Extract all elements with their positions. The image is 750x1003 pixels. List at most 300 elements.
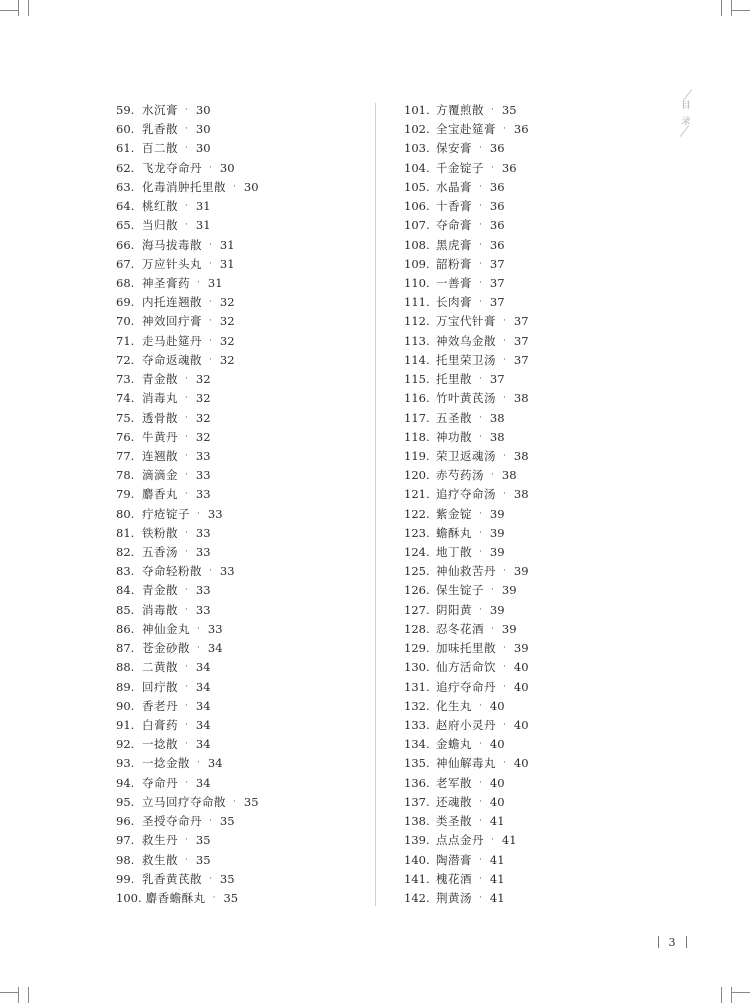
toc-entry — [116, 332, 366, 351]
toc-entry-page: 34 — [195, 718, 211, 732]
toc-entry-page: 39 — [501, 621, 517, 636]
toc-entry-page: 34 — [207, 641, 223, 656]
toc-entry-page: 37 — [489, 372, 505, 387]
toc-entry-title: 回疔散 — [142, 679, 178, 694]
toc-entry-page: 40 — [513, 756, 529, 771]
toc-entry-page: 31 — [219, 256, 235, 271]
toc-entry — [116, 812, 366, 831]
toc-entry-leader-dot: · — [197, 623, 200, 634]
crop-mark-top-right-h — [732, 10, 750, 11]
toc-entry-page: 38 — [513, 487, 529, 502]
toc-entry-page: 38 — [513, 448, 529, 463]
toc-entry-title: 香老丹 — [142, 698, 178, 713]
toc-entry — [404, 697, 654, 716]
toc-entry-number: 127. — [404, 602, 430, 617]
toc-entry — [404, 524, 654, 543]
toc-entry — [116, 581, 366, 600]
toc-entry — [116, 236, 366, 255]
toc-entry-number: 136. — [404, 775, 430, 790]
toc-entry-leader-dot: · — [479, 739, 482, 750]
toc-entry — [404, 120, 654, 139]
toc-entry-leader-dot: · — [209, 354, 212, 365]
toc-entry-leader-dot: · — [479, 854, 482, 865]
toc-entry — [116, 889, 366, 908]
toc-entry-title: 麝香蟾酥丸 — [145, 890, 206, 905]
toc-entry — [116, 505, 366, 524]
toc-entry-page: 36 — [489, 199, 505, 214]
toc-entry-page: 36 — [489, 141, 505, 156]
toc-entry — [404, 178, 654, 197]
toc-entry-title: 老军散 — [436, 775, 472, 790]
toc-entry-title: 一捻金散 — [142, 756, 190, 771]
toc-entry-page: 37 — [489, 275, 505, 290]
toc-entry-number: 100. — [116, 890, 142, 905]
toc-entry — [116, 255, 366, 274]
toc-entry-page: 41 — [489, 890, 505, 905]
toc-entry — [116, 389, 366, 408]
toc-entry-leader-dot: · — [479, 374, 482, 385]
toc-entry — [116, 793, 366, 812]
toc-entry-number: 132. — [404, 698, 430, 713]
toc-entry-leader-dot: · — [479, 181, 482, 192]
toc-entry-title: 桃红散 — [142, 199, 178, 214]
toc-entry-title: 追疔夺命丹 — [436, 679, 496, 694]
toc-entry-page: 30 — [219, 160, 235, 175]
toc-entry — [404, 197, 654, 216]
toc-entry-leader-dot: · — [503, 643, 506, 654]
toc-entry-leader-dot: · — [479, 873, 482, 884]
toc-entry-leader-dot: · — [479, 527, 482, 538]
toc-entry — [404, 236, 654, 255]
toc-entry-leader-dot: · — [479, 892, 482, 903]
toc-entry — [404, 774, 654, 793]
toc-entry-leader-dot: · — [503, 450, 506, 461]
toc-entry-title: 连翘散 — [142, 448, 178, 463]
toc-entry — [116, 370, 366, 389]
toc-entry-number: 112. — [404, 314, 430, 329]
toc-entry-title: 蟾酥丸 — [436, 525, 472, 540]
toc-entry — [116, 774, 366, 793]
toc-entry-leader-dot: · — [233, 796, 236, 807]
toc-entry — [404, 889, 654, 908]
toc-entry — [116, 716, 366, 735]
toc-entry — [404, 505, 654, 524]
toc-entry-page: 36 — [513, 122, 529, 137]
toc-entry-title: 疔疮锭子 — [142, 506, 190, 521]
toc-entry-leader-dot: · — [185, 835, 188, 846]
toc-entry-leader-dot: · — [185, 662, 188, 673]
toc-entry-leader-dot: · — [185, 220, 188, 231]
toc-entry-page: 41 — [501, 833, 517, 848]
toc-entry-page: 35 — [501, 103, 517, 117]
toc-entry-page: 36 — [501, 160, 517, 175]
toc-entry-number: 72. — [116, 352, 135, 367]
toc-entry-page: 39 — [489, 602, 505, 617]
toc-entry — [404, 562, 654, 581]
toc-entry — [404, 639, 654, 658]
toc-entry-number: 59. — [116, 103, 135, 117]
toc-entry-leader-dot: · — [185, 124, 188, 135]
toc-entry — [404, 793, 654, 812]
toc-entry-number: 68. — [116, 275, 135, 290]
toc-entry — [404, 716, 654, 735]
toc-entry-number: 61. — [116, 141, 135, 156]
toc-entry-leader-dot: · — [185, 450, 188, 461]
crop-mark-bottom-left-v — [18, 987, 19, 1003]
toc-entry-page: 35 — [195, 833, 211, 848]
toc-entry-leader-dot: · — [197, 643, 200, 654]
toc-entry-page: 34 — [195, 737, 211, 752]
toc-entry-title: 走马赴筵丹 — [142, 333, 202, 348]
toc-entry-page: 33 — [195, 487, 211, 502]
toc-entry — [116, 409, 366, 428]
toc-entry-number: 113. — [404, 333, 430, 348]
toc-entry-leader-dot: · — [185, 739, 188, 750]
toc-entry-number: 89. — [116, 679, 135, 694]
crop-mark-top-right-v — [731, 0, 732, 16]
crop-mark-top-left-v — [18, 0, 19, 16]
toc-entry-title: 一善膏 — [436, 275, 472, 290]
toc-entry-title: 二黄散 — [142, 660, 178, 675]
page-number-bar-right — [686, 936, 687, 948]
toc-entry-leader-dot: · — [209, 816, 212, 827]
toc-entry — [116, 159, 366, 178]
toc-entry-number: 110. — [404, 275, 430, 290]
toc-entry-number: 106. — [404, 199, 430, 214]
toc-entry — [404, 812, 654, 831]
toc-entry-title: 水晶膏 — [436, 179, 472, 194]
toc-entry-page: 32 — [195, 391, 211, 406]
side-label — [680, 98, 692, 130]
toc-entry-page: 34 — [207, 756, 223, 771]
toc-entry-number: 83. — [116, 564, 135, 579]
toc-entry-leader-dot: · — [185, 527, 188, 538]
crop-mark-bottom-right-v — [731, 987, 732, 1003]
toc-entry — [404, 389, 654, 408]
toc-entry-leader-dot: · — [479, 143, 482, 154]
crop-mark-bottom-right-h — [732, 992, 750, 993]
toc-entry-leader-dot: · — [503, 335, 506, 346]
toc-entry-number: 63. — [116, 179, 135, 194]
toc-entry-title: 赵府小灵丹 — [436, 718, 496, 732]
toc-entry-title: 化毒消肿托里散 — [142, 179, 226, 194]
toc-entry — [404, 620, 654, 639]
toc-entry-number: 125. — [404, 564, 430, 579]
toc-entry-title: 万应针头丸 — [142, 256, 202, 271]
toc-entry-number: 64. — [116, 199, 135, 214]
toc-entry-number: 98. — [116, 852, 135, 867]
toc-entry-page: 41 — [489, 852, 505, 867]
toc-entry-leader-dot: · — [209, 162, 212, 173]
toc-entry — [116, 178, 366, 197]
toc-entry-title: 保生锭子 — [436, 583, 484, 598]
toc-entry-leader-dot: · — [212, 892, 216, 903]
toc-entry-number: 137. — [404, 794, 430, 809]
toc-entry-title: 还魂散 — [436, 794, 472, 809]
toc-entry-title: 黑虎膏 — [436, 237, 472, 252]
toc-entry-page: 32 — [219, 352, 235, 367]
toc-entry-number: 75. — [116, 410, 135, 425]
toc-entry-leader-dot: · — [185, 604, 188, 615]
toc-entry-title: 神效乌金散 — [436, 333, 496, 348]
toc-entry-leader-dot: · — [479, 431, 482, 442]
toc-entry-title: 夺命返魂散 — [142, 352, 202, 367]
toc-entry — [116, 639, 366, 658]
toc-entry-number: 115. — [404, 372, 430, 387]
toc-entry-title: 当归散 — [142, 218, 178, 233]
toc-entry — [404, 754, 654, 773]
toc-entry — [404, 139, 654, 158]
toc-entry-page: 36 — [489, 237, 505, 252]
toc-entry-leader-dot: · — [479, 816, 482, 827]
toc-entry — [116, 543, 366, 562]
toc-entry-number: 60. — [116, 122, 135, 137]
toc-entry-page: 37 — [513, 333, 529, 348]
toc-entry-leader-dot: · — [479, 220, 482, 231]
toc-entry-leader-dot: · — [503, 681, 506, 692]
toc-entry-number: 74. — [116, 391, 135, 406]
toc-entry-title: 韶粉膏 — [436, 256, 472, 271]
toc-entry-page: 32 — [219, 333, 235, 348]
toc-entry-title: 夺命膏 — [436, 218, 472, 233]
toc-entry — [116, 620, 366, 639]
toc-entry-number: 92. — [116, 737, 135, 752]
toc-entry-title: 槐花酒 — [436, 871, 472, 886]
toc-entry-page: 31 — [219, 237, 235, 252]
toc-entry — [404, 851, 654, 870]
toc-entry-number: 91. — [116, 718, 135, 732]
toc-entry-leader-dot: · — [209, 316, 212, 327]
toc-entry-leader-dot: · — [185, 777, 188, 788]
side-label-char-1: 目 — [681, 101, 691, 111]
toc-entry-number: 70. — [116, 314, 135, 329]
toc-entry — [404, 658, 654, 677]
toc-entry — [404, 831, 654, 850]
toc-entry-title: 神功散 — [436, 429, 472, 444]
toc-entry-number: 117. — [404, 410, 430, 425]
toc-entry-page: 41 — [489, 871, 505, 886]
toc-entry-leader-dot: · — [491, 105, 494, 115]
toc-entry-leader-dot: · — [479, 604, 482, 615]
toc-entry-page: 33 — [195, 545, 211, 560]
toc-entry-number: 138. — [404, 814, 430, 829]
toc-entry-page: 39 — [513, 641, 529, 656]
toc-entry-page: 41 — [489, 814, 505, 829]
toc-entry-page: 40 — [489, 775, 505, 790]
toc-entry-page: 39 — [513, 564, 529, 579]
toc-entry — [116, 678, 366, 697]
toc-entry-number: 105. — [404, 179, 430, 194]
toc-entry-leader-dot: · — [479, 277, 482, 288]
toc-entry-leader-dot: · — [185, 374, 188, 385]
crop-mark-top-right-v2 — [721, 0, 722, 16]
toc-entry-number: 128. — [404, 621, 430, 636]
toc-entry-title: 千金锭子 — [436, 160, 484, 175]
toc-entry-title: 麝香丸 — [142, 487, 178, 502]
toc-entry-number: 99. — [116, 871, 135, 886]
toc-entry-title: 青金散 — [142, 372, 178, 387]
toc-entry-leader-dot: · — [185, 393, 188, 404]
toc-entry-number: 123. — [404, 525, 430, 540]
toc-entry-title: 乳香黄芪散 — [142, 871, 202, 886]
toc-entry — [116, 351, 366, 370]
toc-entry-leader-dot: · — [503, 662, 506, 673]
toc-entry-title: 地丁散 — [436, 545, 472, 560]
toc-entry-page: 32 — [195, 410, 211, 425]
toc-entry — [116, 658, 366, 677]
toc-entry-number: 124. — [404, 545, 430, 560]
toc-entry-number: 86. — [116, 621, 135, 636]
toc-entry-number: 118. — [404, 429, 430, 444]
toc-entry — [404, 101, 654, 120]
toc-entry-title: 紫金锭 — [436, 506, 472, 521]
toc-entry-title: 海马拔毒散 — [142, 237, 202, 252]
toc-entry-leader-dot: · — [197, 758, 200, 769]
toc-entry-leader-dot: · — [233, 181, 236, 192]
toc-entry — [404, 601, 654, 620]
toc-entry-leader-dot: · — [503, 124, 506, 135]
toc-entry — [116, 139, 366, 158]
toc-entry-leader-dot: · — [209, 258, 212, 269]
toc-entry-number: 94. — [116, 775, 135, 790]
toc-entry-number: 78. — [116, 468, 135, 483]
toc-entry-page: 40 — [489, 698, 505, 713]
toc-entry-title: 乳香散 — [142, 122, 178, 137]
toc-entry — [116, 447, 366, 466]
crop-mark-top-left-h — [0, 10, 18, 11]
toc-entry-leader-dot: · — [503, 393, 506, 404]
toc-entry-page: 32 — [219, 295, 235, 310]
toc-entry — [404, 312, 654, 331]
toc-entry — [404, 216, 654, 235]
toc-entry-number: 120. — [404, 468, 430, 483]
toc-entry-number: 135. — [404, 756, 430, 771]
toc-entry-page: 40 — [513, 718, 529, 732]
toc-entry-number: 90. — [116, 698, 135, 713]
toc-entry-leader-dot: · — [209, 566, 212, 577]
toc-entry-title: 赤芍药汤 — [436, 468, 484, 483]
toc-entry-page: 36 — [489, 179, 505, 194]
toc-entry-title: 滴滴金 — [142, 468, 178, 483]
toc-entry-leader-dot: · — [185, 201, 188, 212]
toc-entry — [404, 447, 654, 466]
toc-entry — [116, 562, 366, 581]
toc-entry-title: 一捻散 — [142, 737, 178, 752]
toc-entry — [116, 601, 366, 620]
toc-entry-page: 34 — [195, 698, 211, 713]
toc-entry — [116, 274, 366, 293]
toc-entry-title: 仙方活命饮 — [436, 660, 496, 675]
toc-entry-page: 40 — [513, 660, 529, 675]
toc-entry-leader-dot: · — [491, 470, 494, 481]
toc-entry — [116, 197, 366, 216]
toc-entry-page: 32 — [195, 372, 211, 387]
toc-entry — [404, 332, 654, 351]
toc-entry-title: 化生丸 — [436, 698, 472, 713]
toc-entry — [404, 428, 654, 447]
toc-entry-number: 102. — [404, 122, 430, 137]
toc-entry-page: 37 — [513, 314, 529, 329]
toc-entry-number: 131. — [404, 679, 430, 694]
toc-entry-page: 37 — [489, 256, 505, 271]
toc-entry-title: 加味托里散 — [436, 641, 496, 656]
toc-entry-leader-dot: · — [503, 354, 506, 365]
toc-entry-title: 方覆煎散 — [436, 103, 484, 117]
toc-entry-title: 陶潜膏 — [436, 852, 472, 867]
toc-entry-leader-dot: · — [503, 720, 506, 730]
toc-right-column — [404, 101, 654, 908]
toc-entry-leader-dot: · — [209, 335, 212, 346]
toc-entry-title: 百二散 — [142, 141, 178, 156]
toc-entry — [116, 524, 366, 543]
toc-entry-page: 34 — [195, 660, 211, 675]
toc-entry — [116, 831, 366, 850]
toc-entry-title: 点点金丹 — [436, 833, 484, 848]
toc-entry-number: 66. — [116, 237, 135, 252]
toc-left-column — [116, 101, 366, 908]
toc-entry-page: 35 — [195, 852, 211, 867]
page-number-bar-left — [658, 936, 659, 948]
crop-mark-bottom-left-h — [0, 992, 18, 993]
toc-entry — [116, 485, 366, 504]
toc-entry-page: 33 — [195, 525, 211, 540]
toc-entry-title: 牛黄丹 — [142, 429, 178, 444]
toc-entry-leader-dot: · — [185, 585, 188, 596]
toc-entry-page: 39 — [489, 506, 505, 521]
toc-entry-title: 神仙金丸 — [142, 621, 190, 636]
toc-entry-leader-dot: · — [185, 854, 188, 865]
toc-entry-number: 103. — [404, 141, 430, 156]
toc-entry-page: 33 — [207, 506, 223, 521]
toc-entry-title: 万宝代针膏 — [436, 314, 496, 329]
toc-entry-number: 109. — [404, 256, 430, 271]
toc-entry-number: 88. — [116, 660, 135, 675]
toc-entry-title: 内托连翘散 — [142, 295, 202, 310]
toc-entry-page: 30 — [243, 179, 259, 194]
toc-entry-title: 长肉膏 — [436, 295, 472, 310]
toc-entry — [404, 581, 654, 600]
toc-entry-leader-dot: · — [491, 585, 494, 596]
toc-entry-number: 76. — [116, 429, 135, 444]
page-number-text: 3 — [668, 935, 676, 949]
toc-entry-title: 荆黄汤 — [436, 890, 472, 905]
toc-entry-number: 130. — [404, 660, 430, 675]
side-label-char-2: 录 — [681, 117, 691, 127]
toc-entry-page: 34 — [195, 679, 211, 694]
toc-entry — [404, 735, 654, 754]
toc-entry-number: 67. — [116, 256, 135, 271]
toc-entry — [116, 293, 366, 312]
toc-entry-number: 93. — [116, 756, 135, 771]
page-number — [650, 934, 694, 950]
toc-entry-title: 白膏药 — [142, 718, 178, 732]
toc-entry — [116, 312, 366, 331]
toc-entry-title: 全宝赴筵膏 — [436, 122, 496, 137]
toc-entry-page: 35 — [219, 814, 235, 829]
toc-entry-leader-dot: · — [491, 162, 494, 173]
toc-entry-page: 38 — [489, 429, 505, 444]
toc-entry-number: 133. — [404, 718, 430, 732]
toc-entry-number: 69. — [116, 295, 135, 310]
toc-entry — [116, 101, 366, 120]
toc-entry-title: 五圣散 — [436, 410, 472, 425]
toc-entry-title: 神仙解毒丸 — [436, 756, 496, 771]
toc-entry — [116, 754, 366, 773]
toc-entry-number: 140. — [404, 852, 430, 867]
toc-entry-leader-dot: · — [209, 873, 212, 884]
toc-entry — [116, 735, 366, 754]
toc-entry-leader-dot: · — [185, 105, 188, 115]
